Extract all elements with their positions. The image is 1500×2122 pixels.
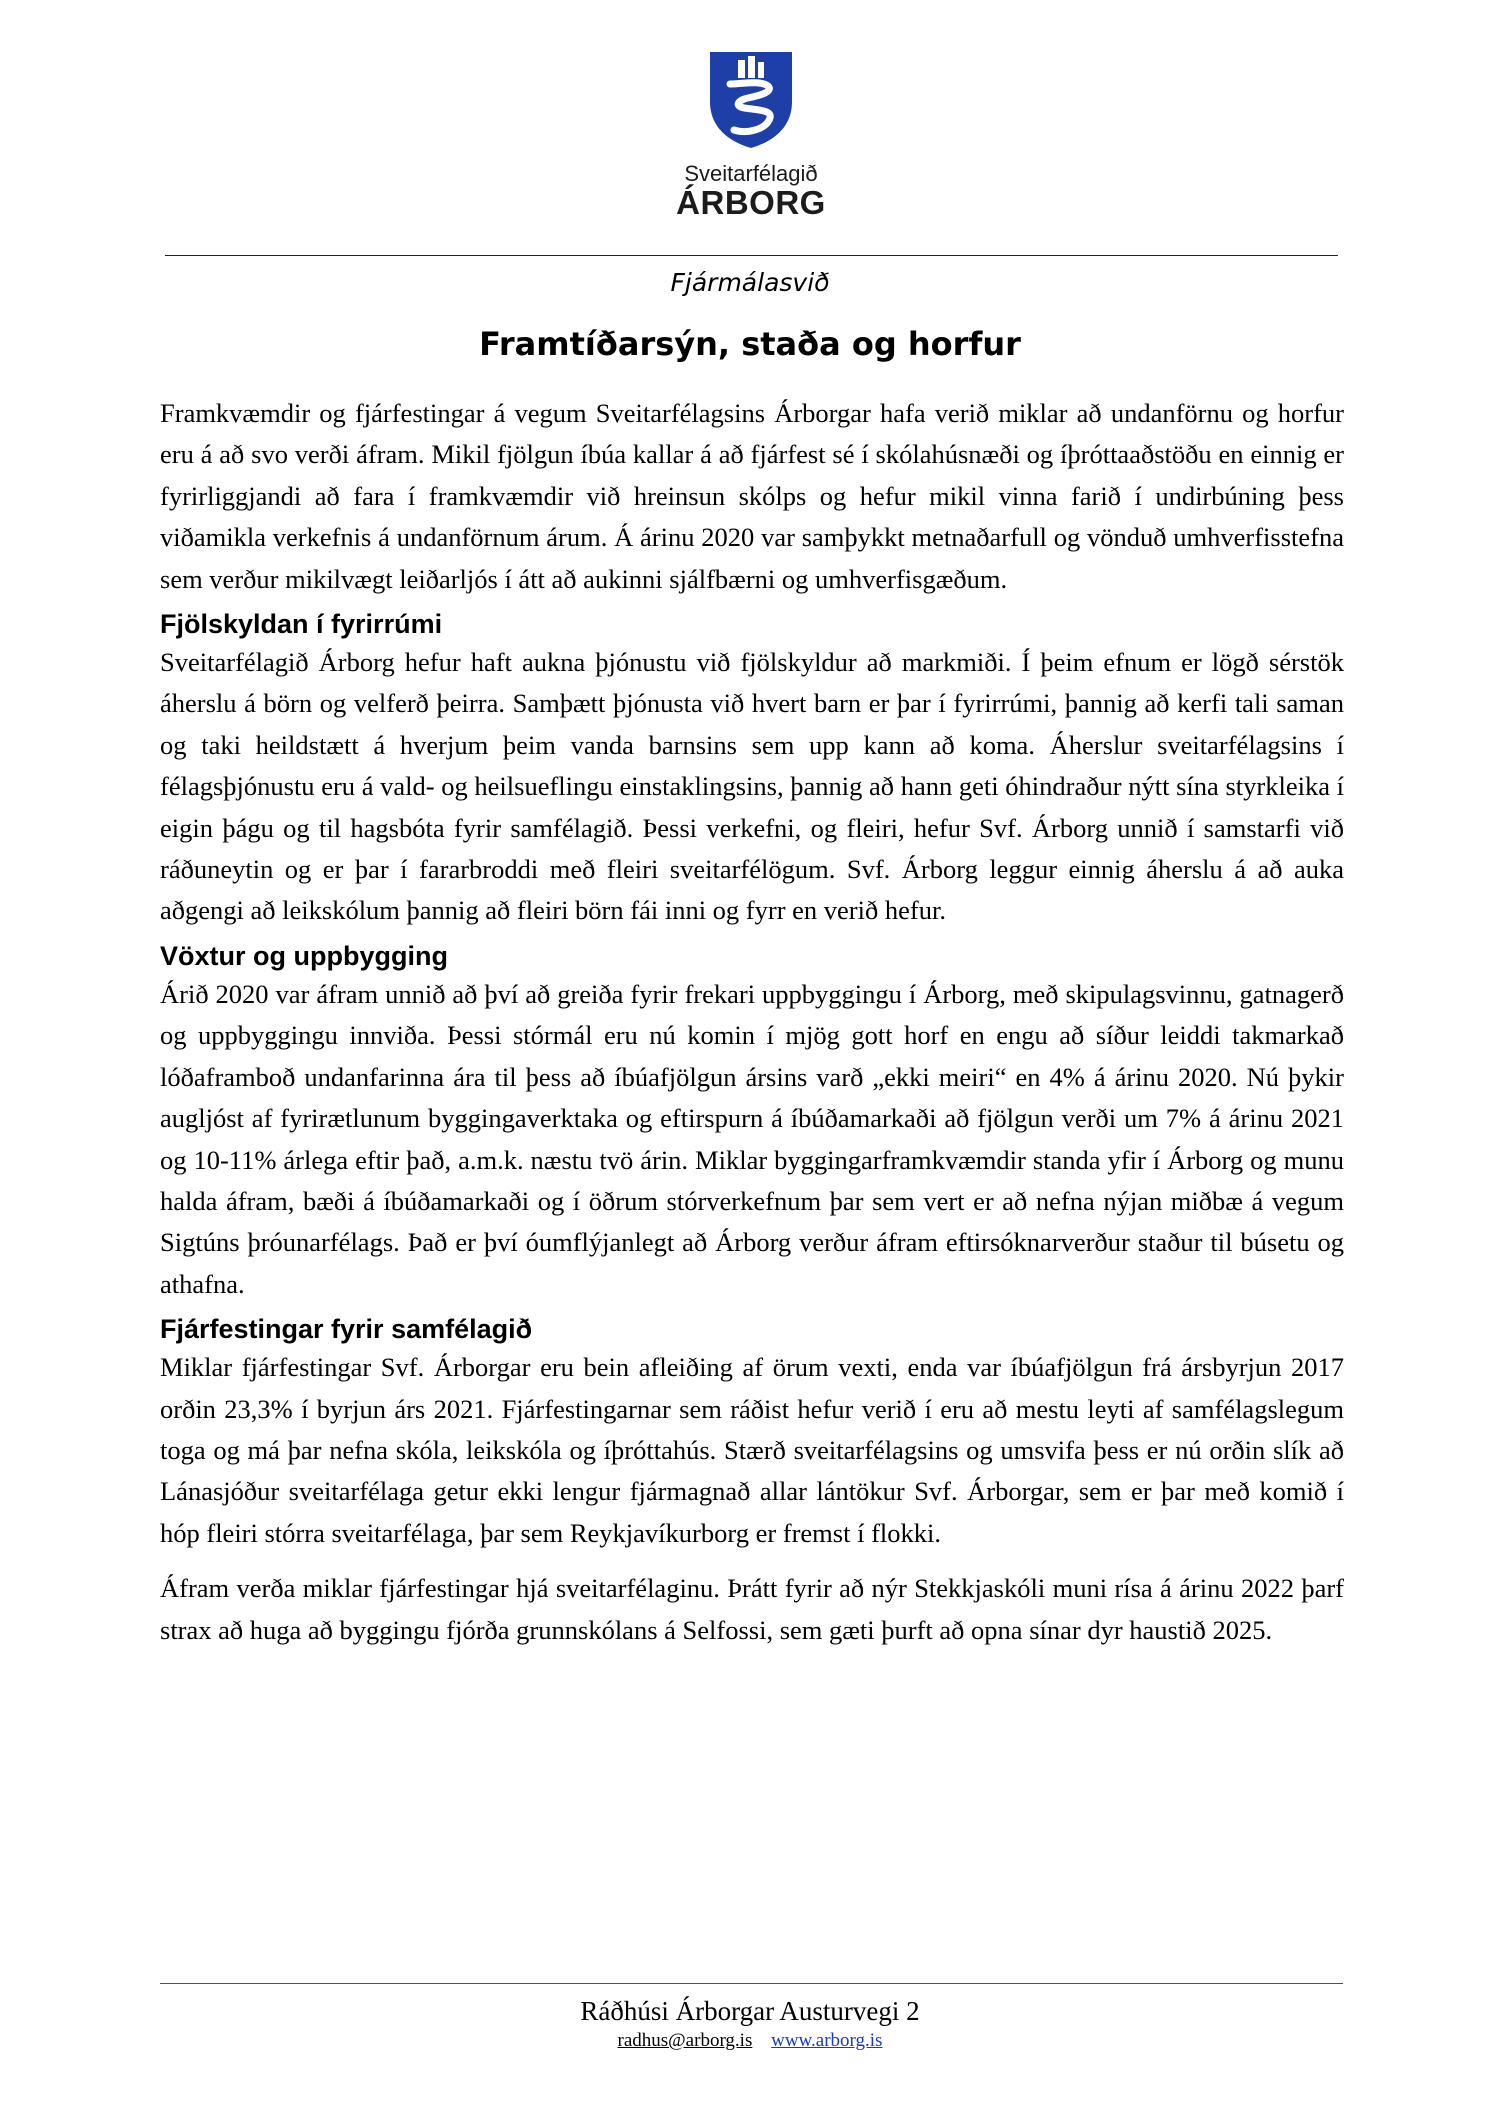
- page-title: Framtíðarsýn, staða og horfur: [479, 325, 1021, 363]
- section-paragraph-investments: Miklar fjárfestingar Svf. Árborgar eru bein afleiðing af örum vexti, enda var íbúafjölgun frá ársbyrjun 2017 orðin 23,3% í byrjun árs 2021. Fjárfestingarnar sem ráðist hefur verið í eru að mestu leyti af samfélagslegum toga og má þar nefna skóla, leikskóla og íþróttahús. Stærð sveitarfélagsins og umsvifa þess er nú orðin slík að Lánasjóður sveitarfélaga getur ekki lengur fjármagnað allar lántökur Svf. Árborgar, sem er þar með komið í hóp fleiri stórra sveitarfélaga, þar sem Reykjavíkurborg er fremst í flokki.: [160, 1352, 1344, 1548]
- section-heading-growth: Vöxtur og uppbygging: [160, 940, 448, 971]
- section-paragraph-investments-2: Áfram verða miklar fjárfestingar hjá sveitarfélaginu. Þrátt fyrir að nýr Stekkjaskóli muni rísa á árinu 2022 þarf strax að huga að byggingu fjórða grunnskólans á Selfossi, sem gæti þurft að opna sínar dyr haustið 2025.: [160, 1573, 1344, 1645]
- arborg-crest-icon: [708, 50, 794, 150]
- footer-address: Ráðhúsi Árborgar Austurvegi 2: [580, 1996, 920, 2026]
- intro-paragraph: Framkvæmdir og fjárfestingar á vegum Sveitarfélagsins Árborgar hafa verið miklar að undanförnu og horfur eru á að svo verði áfram. Mikil fjölgun íbúa kallar á að fjárfest sé í skólahúsnæði og íþróttaaðstöðu en einnig er fyrirliggjandi að fara í framkvæmdir við hreinsun skólps og hefur mikil vinna farið í undirbúning þess viðamikla verkefnis á undanförnum árum. Á árinu 2020 var samþykkt metnaðarfull og vönduð umhverfisstefna sem verður mikilvægt leiðarljós í átt að aukinni sjálfbærni og umhverfisgæðum.: [160, 398, 1344, 594]
- footer-website-link[interactable]: www.arborg.is: [771, 2030, 883, 2051]
- section-paragraph-growth: Árið 2020 var áfram unnið að því að greiða fyrir frekari uppbyggingu í Árborg, með skipulagsvinnu, gatnagerð og uppbyggingu innviða. Þessi stórmál eru nú komin í mjög gott horf en engu að síður leiddi takmarkað lóðaframboð undanfarinna ára til þess að íbúafjölgun ársins varð „ekki meiri“ en 4% á árinu 2020. Nú þykir augljóst af fyrirætlunum byggingaverktaka og eftirspurn á íbúðamarkaði að fjölgun verði um 7% á árinu 2021 og 10-11% árlega eftir það, a.m.k. næstu tvö árin. Miklar byggingarframkvæmdir standa yfir í Árborg og munu halda áfram, bæði á íbúðamarkaði og í öðrum stórverkefnum þar sem vert er að nefna nýjan miðbæ á vegum Sigtúns þróunarfélags. Það er því óumflýjanlegt að Árborg verður áfram eftirsóknarverður staður til búsetu og athafna.: [160, 978, 1344, 1299]
- municipality-logo: [676, 50, 826, 220]
- header-divider: [165, 255, 1338, 256]
- logo-text-name: ÁRBORG: [676, 184, 826, 221]
- section-paragraph-family: Sveitarfélagið Árborg hefur haft aukna þjónustu við fjölskyldur að markmiði. Í þeim efnum er lögð sérstök áherslu á börn og velferð þeirra. Samþætt þjónusta við hvert barn er þar í fyrirrúmi, þannig að kerfi tali saman og taki heildstætt á hverjum þeim vanda barnsins sem upp kann að koma. Áherslur sveitarfélagsins í félagsþjónustu eru á vald- og heilsueflingu einstaklingsins, þannig að hann geti óhindraður nýtt sína styrkleika í eigin þágu og til hagsbóta fyrir samfélagið. Þessi verkefni, og fleiri, hefur Svf. Árborg unnið í samstarfi við ráðuneytin og er þar í fararbroddi með fleiri sveitarfélögum. Svf. Árborg leggur einnig áherslu á að auka aðgengi að leikskólum þannig að fleiri börn fái inni og fyrr en verið hefur.: [160, 647, 1344, 926]
- section-heading-investments: Fjárfestingar fyrir samfélagið: [160, 1314, 533, 1345]
- footer: [0, 1994, 1500, 2054]
- footer-divider: [160, 1983, 1343, 1984]
- logo-text-municipality: Sveitarfélagið: [684, 161, 818, 186]
- section-heading-family: Fjölskyldan í fyrirrúmi: [160, 609, 443, 640]
- footer-links: [0, 2028, 1500, 2054]
- footer-email-link[interactable]: radhus@arborg.is: [617, 2030, 753, 2051]
- document-body: [160, 393, 1344, 1651]
- department-label: Fjármálasvið: [670, 268, 830, 297]
